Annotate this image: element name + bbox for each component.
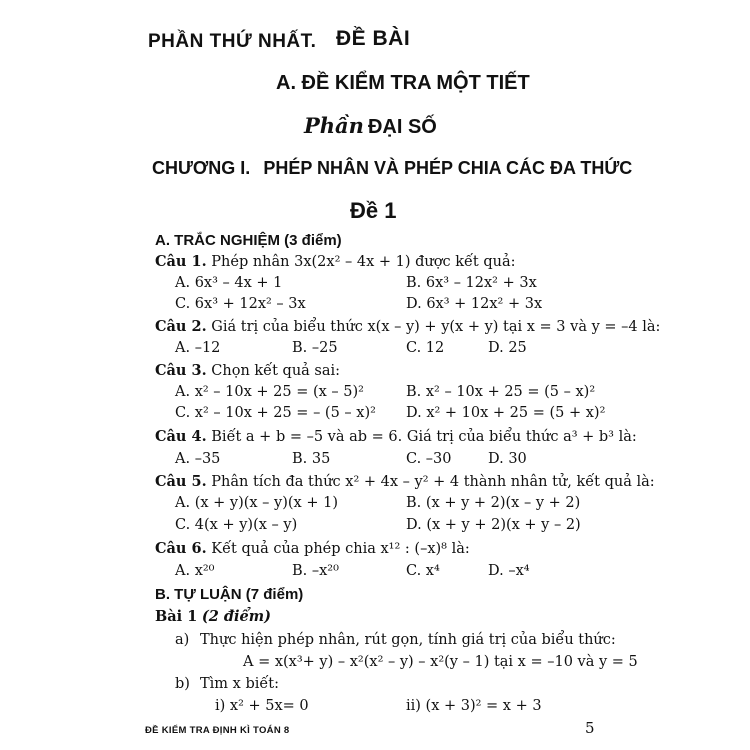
q2-option-c: C. 12 (406, 340, 445, 356)
question-text: Phép nhân 3x(2x² – 4x + 1) được kết quả: (211, 254, 516, 270)
part-a-title: A. TRẮC NGHIỆM (3 điểm) (155, 232, 342, 249)
part-b-title: B. TỰ LUẬN (7 điểm) (155, 586, 304, 603)
q2-option-d: D. 25 (488, 340, 527, 356)
q3-option-b: B. x² – 10x + 25 = (5 – x)² (406, 384, 596, 400)
q1-option-c: C. 6x³ + 12x² – 3x (175, 296, 306, 312)
question-6 (155, 540, 470, 557)
q4-option-d: D. 30 (488, 451, 527, 467)
bai-1a-text: Thực hiện phép nhân, rút gọn, tính giá trị của biểu thức: (200, 632, 616, 648)
exam-label: Đề 1 (350, 198, 397, 223)
page-number: 5 (585, 719, 595, 737)
question-4 (155, 428, 637, 445)
q5-option-d: D. (x + y + 2)(x + y – 2) (406, 517, 581, 533)
q6-option-b: B. –x²⁰ (292, 563, 339, 579)
question-label: Câu 3. (155, 362, 207, 379)
bai-1b-ii: ii) (x + 3)² = x + 3 (406, 698, 542, 714)
q6-option-d: D. –x⁴ (488, 563, 530, 579)
question-label: Câu 2. (155, 318, 207, 335)
q4-option-b: B. 35 (292, 451, 331, 467)
question-1 (155, 253, 516, 270)
question-label: Câu 4. (155, 428, 207, 445)
q3-option-a: A. x² – 10x + 25 = (x – 5)² (175, 384, 364, 400)
q5-option-a: A. (x + y)(x – y)(x + 1) (175, 495, 338, 511)
bai-1-points: (2 điểm) (201, 608, 271, 625)
section-heading (304, 113, 437, 139)
question-text: Chọn kết quả sai: (211, 363, 341, 379)
q2-option-a: A. –12 (175, 340, 221, 356)
q1-option-b: B. 6x³ – 12x² + 3x (406, 275, 537, 291)
q6-option-c: C. x⁴ (406, 563, 440, 579)
question-label: Câu 5. (155, 473, 207, 490)
section-name: ĐẠI SỐ (367, 116, 437, 138)
q1-option-d: D. 6x³ + 12x² + 3x (406, 296, 543, 312)
bai-1b-text: Tìm x biết: (200, 676, 280, 692)
question-5 (155, 473, 655, 490)
q6-option-a: A. x²⁰ (175, 563, 215, 579)
bai-1b-i: i) x² + 5x= 0 (215, 698, 309, 714)
q4-option-c: C. –30 (406, 451, 452, 467)
bai-1-heading (155, 608, 271, 625)
q5-option-b: B. (x + y + 2)(x – y + 2) (406, 495, 581, 511)
chapter-heading (152, 158, 632, 179)
test-type-heading: A. ĐỀ KIỂM TRA MỘT TIẾT (276, 72, 530, 94)
question-text: Biết a + b = –5 và ab = 6. Giá trị của biểu thức a³ + b³ là: (211, 429, 637, 445)
q2-option-b: B. –25 (292, 340, 338, 356)
bai-1a-label: a) (175, 632, 190, 648)
footer-book-title: ĐỀ KIỂM TRA ĐỊNH KÌ TOÁN 8 (145, 725, 290, 736)
bai-1b-label: b) (175, 676, 190, 692)
question-text: Giá trị của biểu thức x(x – y) + y(x + y) tại x = 3 và y = –4 là: (211, 319, 661, 335)
part-label: PHẦN THỨ NHẤT. (148, 31, 317, 52)
question-text: Phân tích đa thức x² + 4x – y² + 4 thành nhân tử, kết quả là: (211, 474, 655, 490)
section-prefix: Phần (304, 113, 364, 138)
chapter-number: CHƯƠNG I. (152, 158, 251, 178)
q4-option-a: A. –35 (175, 451, 221, 467)
question-label: Câu 6. (155, 540, 207, 557)
bai-1-label: Bài 1 (155, 608, 198, 625)
q3-option-d: D. x² + 10x + 25 = (5 + x)² (406, 405, 606, 421)
q1-option-a: A. 6x³ – 4x + 1 (175, 275, 283, 291)
question-2 (155, 318, 660, 335)
chapter-title: PHÉP NHÂN VÀ PHÉP CHIA CÁC ĐA THỨC (263, 158, 633, 178)
assignment-heading: ĐỀ BÀI (336, 27, 411, 50)
bai-1a-expression: A = x(x³+ y) – x²(x² – y) – x²(y – 1) tại x = –10 và y = 5 (243, 654, 638, 670)
question-label: Câu 1. (155, 253, 207, 270)
question-text: Kết quả của phép chia x¹² : (–x)⁸ là: (211, 541, 470, 557)
q5-option-c: C. 4(x + y)(x – y) (175, 517, 298, 533)
q3-option-c: C. x² – 10x + 25 = – (5 – x)² (175, 405, 376, 421)
question-3 (155, 362, 340, 379)
